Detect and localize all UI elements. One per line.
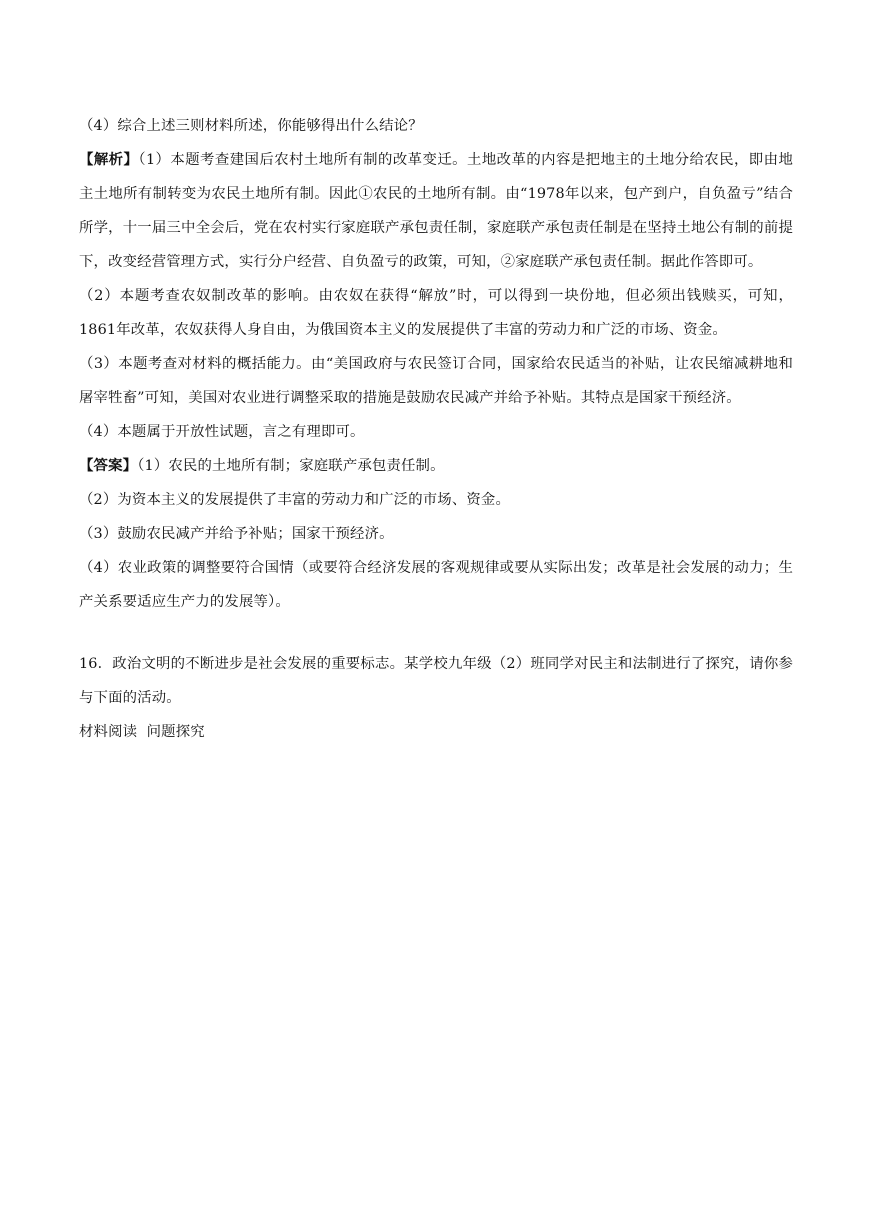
answer-part-4-text: （4）农业政策的调整要符合国情（或要符合经济发展的客观规律或要从实际出发；改革是社会发展的动力；生产关系要适应生产力的发展等）。	[79, 560, 793, 610]
analysis-label: 【解析】	[79, 151, 139, 168]
answer-part-2-text: （2）为资本主义的发展提供了丰富的劳动力和广泛的市场、资金。	[79, 492, 510, 508]
analysis-part-2	[79, 279, 793, 347]
analysis-part-4	[79, 415, 793, 449]
analysis-part-2-text: （2）本题考查农奴制改革的影响。由农奴在获得“解放”时，可以得到一块份地，但必须出钱赎买，可知，1861年改革，农奴获得人身自由，为俄国资本主义的发展提供了丰富的劳动力和广泛的市场、资金。	[79, 288, 793, 338]
answer-part-3-text: （3）鼓励农民减产并给予补贴；国家干预经济。	[79, 526, 394, 542]
answer-part-1	[79, 449, 793, 483]
section-spacer	[79, 619, 793, 647]
question-16-subheading	[79, 715, 793, 749]
analysis-part-4-text: （4）本题属于开放性试题，言之有理即可。	[79, 424, 365, 440]
question-4	[79, 109, 793, 143]
analysis-part-1	[79, 143, 793, 279]
analysis-part-1-text: （1）本题考查建国后农村土地所有制的改革变迁。土地改革的内容是把地主的土地分给农民，即由地主土地所有制转变为农民土地所有制。因此①农民的土地所有制。由“1978年以来，包产到户，自负盈亏”结合所学，十一届三中全会后，党在农村实行家庭联产承包责任制，家庭联产承包责任制是在坚持土地公有制的前提下，改变经营管理方式，实行分户经营、自负盈亏的政策，可知，②家庭联产承包责任制。据此作答即可。	[79, 152, 793, 270]
answer-part-3	[79, 517, 793, 551]
question-16-text: 16．政治文明的不断进步是社会发展的重要标志。某学校九年级（2）班同学对民主和法制进行了探究，请你参与下面的活动。	[79, 656, 793, 706]
answer-part-4	[79, 551, 793, 619]
question-16-subheading-text: 材料阅读 问题探究	[79, 724, 205, 740]
answer-part-1-text: （1）农民的土地所有制；家庭联产承包责任制。	[137, 458, 445, 474]
answer-label: 【答案】	[79, 457, 138, 474]
analysis-part-3-text: （3）本题考查对材料的概括能力。由“美国政府与农民签订合同，国家给农民适当的补贴，让农民缩减耕地和屠宰牲畜”可知，美国对农业进行调整采取的措施是鼓励农民减产并给予补贴。其特点是国家干预经济。	[79, 356, 793, 406]
answer-part-2	[79, 483, 793, 517]
question-16	[79, 647, 793, 715]
document-body	[79, 109, 793, 749]
analysis-part-3	[79, 347, 793, 415]
question-4-text: （4）综合上述三则材料所述，你能够得出什么结论？	[79, 118, 423, 134]
